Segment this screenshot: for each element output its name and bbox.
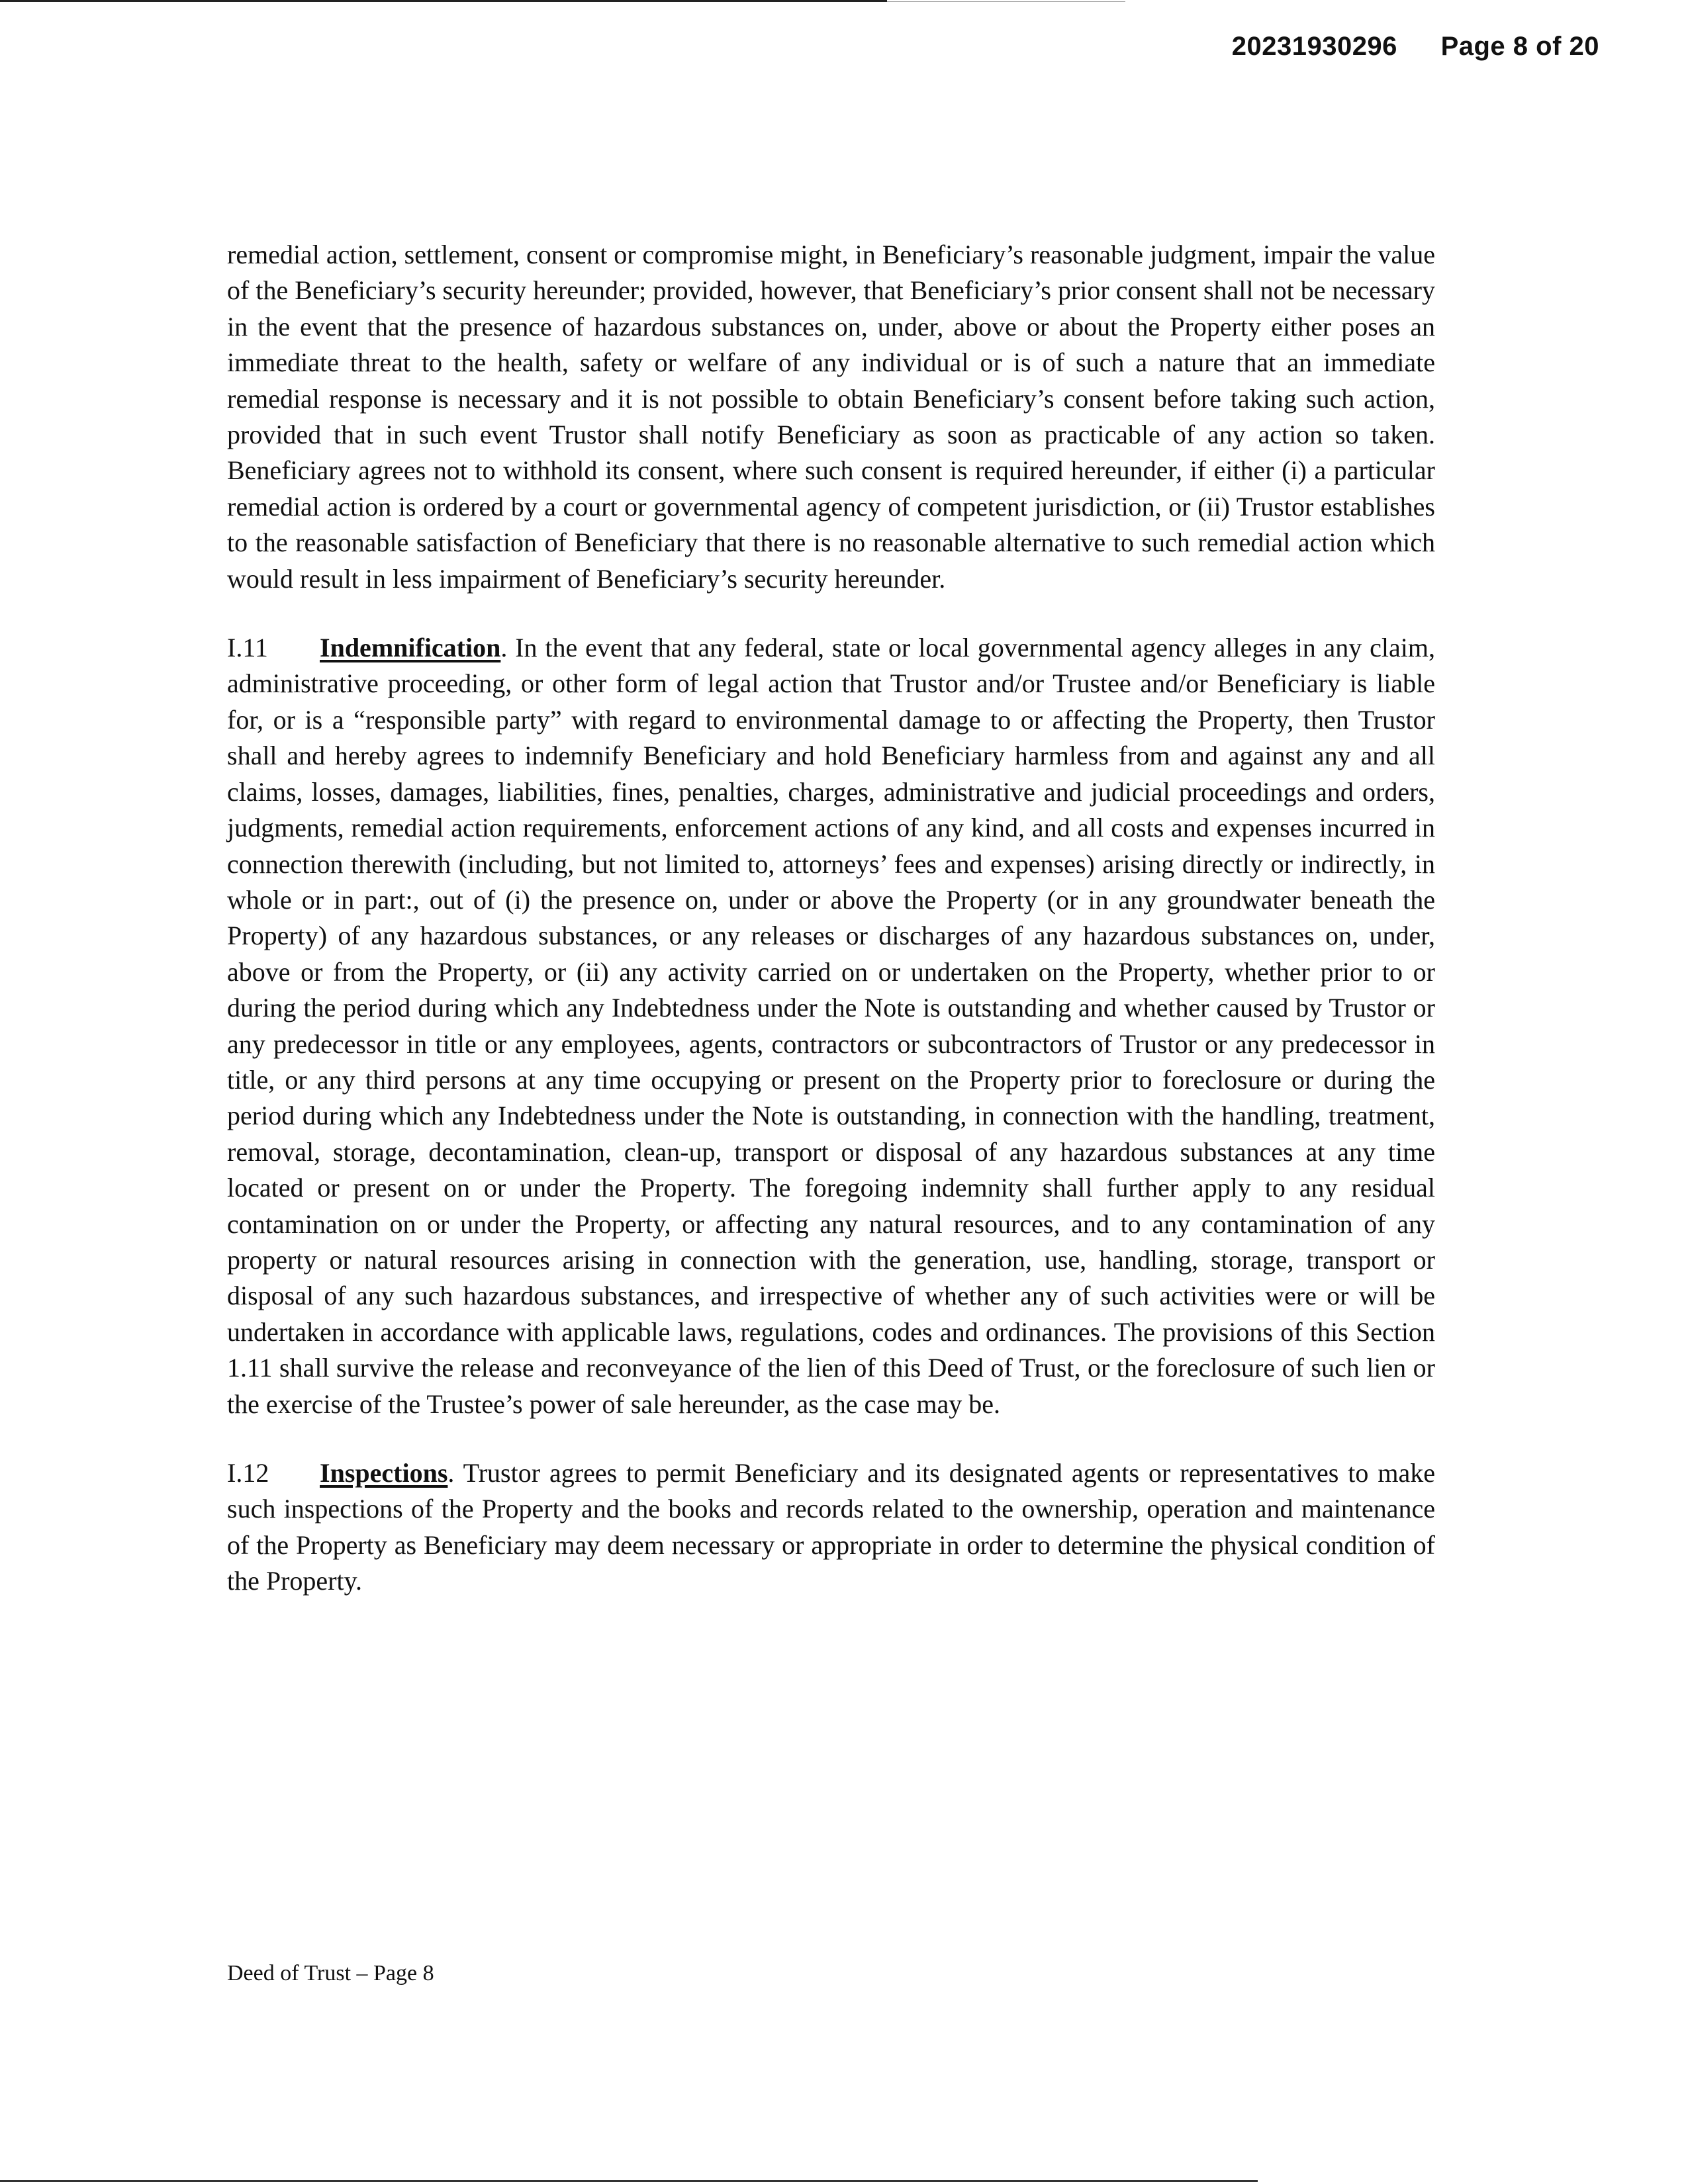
section-text: . In the event that any federal, state or local governmental agency alleges in any claim, administrative proceeding, or other form of legal action that Trustor and/or Trustee and/or Beneficiary is liable for, or is a “responsible party” with regard to environmental damage to or affecting the Property, then Trustor shall and hereby agrees to indemnify Beneficiary and hold Beneficiary harmless from and against any and all claims, losses, damages, liabilities, fines, penalties, charges, administrative and judicial proceedings and orders, judgments, remedial action requirements, enforcement actions of any kind, and all costs and expenses incurred in connection therewith (including, but not limited to, attorneys’ fees and expenses) arising directly or indirectly, in whole or in part:, out of (i) the presence on, under or above the Property (or in any groundwater beneath the Property) of any hazardous substances, or any releases or discharges of any hazardous substances on, under, above or from the Property, or (ii) any activity carried on or undertaken on the Property, whether prior to or during the period during which any Indebtedness under the Note is outstanding and whether caused by Trustor or any predecessor in title or any employees, agents, contractors or subcontractors of Trustor or any predecessor in title, or any third persons at any time occupying or present on the Property prior to foreclosure or during the period during which any Indebtedness under the Note is outstanding, in connection with the handling, treatment, removal, storage, decontamination, clean-up, transport or disposal of any hazardous substances at any time located or present on or under the Property. The foregoing indemnity shall further apply to any residual contamination on or under the Property, or affecting any natural resources, and to any contamination of any property or natural resources arising in connection with the generation, use, handling, storage, transport or disposal of any such hazardous substances, and irrespective of whether any of such activities were or will be undertaken in accordance with applicable laws, regulations, codes and ordinances. The provisions of this Section 1.11 shall survive the release and reconveyance of the lien of this Deed of Trust, or the foreclosure of such lien or the exercise of the Trustee’s power of sale hereunder, as the case may be.	[227, 633, 1435, 1419]
section-indemnification	[227, 630, 1435, 1422]
section-heading: Indemnification	[320, 633, 501, 663]
section-inspections	[227, 1455, 1435, 1600]
document-header	[1232, 32, 1599, 62]
section-text: . Trustor agrees to permit Beneficiary and its designated agents or representatives to make such inspections of the Property and the books and records related to the ownership, operation and maintenance of the Property as Beneficiary may deem necessary or appropriate in order to determine the physical condition of the Property.	[227, 1458, 1435, 1596]
page-footer: Deed of Trust – Page 8	[227, 1961, 434, 1985]
scan-edge-top	[0, 0, 887, 2]
section-heading: Inspections	[320, 1458, 448, 1488]
section-number: I.12	[227, 1458, 269, 1488]
page-indicator: Page 8 of 20	[1440, 32, 1599, 61]
scan-edge-top-faint	[887, 1, 1125, 2]
section-number: I.11	[227, 633, 268, 663]
recording-number: 20231930296	[1231, 32, 1397, 61]
scan-edge-bottom	[0, 2180, 1258, 2182]
document-body	[227, 237, 1435, 1633]
continued-paragraph: remedial action, settlement, consent or compromise might, in Beneficiary’s reasonable judgment, impair the value of the Beneficiary’s security hereunder; provided, however, that Beneficiary’s prior consent shall not be necessary in the event that the presence of hazardous substances on, under, above or about the Property either poses an immediate threat to the health, safety or welfare of any individual or is of such a nature that an immediate remedial response is necessary and it is not possible to obtain Beneficiary’s consent before taking such action, provided that in such event Trustor shall notify Beneficiary as soon as practicable of any action so taken. Beneficiary agrees not to withhold its consent, where such consent is required hereunder, if either (i) a particular remedial action is ordered by a court or governmental agency of competent jurisdiction, or (ii) Trustor establishes to the reasonable satisfaction of Beneficiary that there is no reasonable alternative to such remedial action which would result in less impairment of Beneficiary’s security hereunder.	[227, 240, 1435, 594]
